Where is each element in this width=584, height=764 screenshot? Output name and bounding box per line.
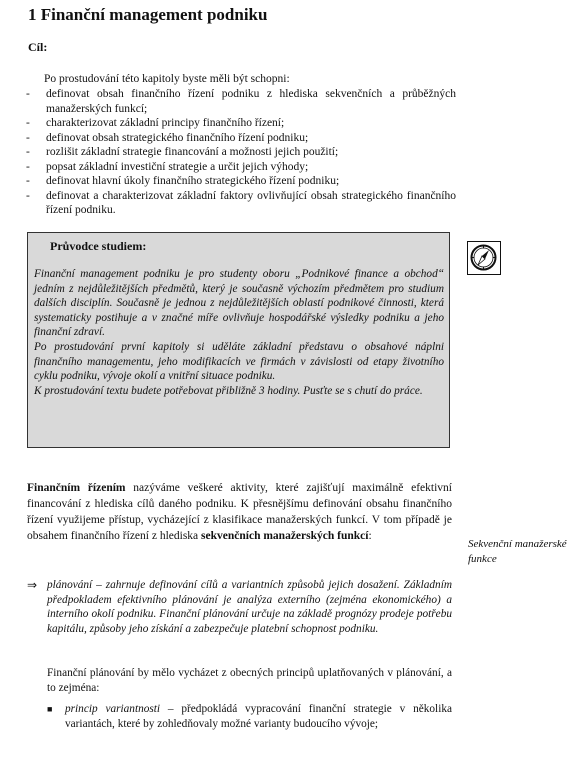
goal-intro: Po prostudování této kapitoly byste měli být schopni: [44,73,290,85]
compass-icon [467,241,501,275]
goal-list [26,87,456,218]
term-sequential-functions: sekvenčních manažerských funkcí [201,530,369,542]
study-guide-paragraph: Finanční management podniku je pro studenty oboru „Podnikové finance a obchod“ jedním z nejdůležitějších předmětů, který je současně výchozím předmětem pro studium dalších disciplín. Současně je jednou z nejdůležitějších oblastí podnikové činnosti, která systematicky postihuje a v značné míře ovlivňuje hospodářské výsledky podniku a jeho finanční zdraví. [34,268,444,339]
goal-item: - definovat obsah finančního řízení podniku z hlediska sekvenčních a průběžných manažerských funkcí; [26,88,456,115]
goal-heading: Cíl: [28,40,48,54]
principle-text: princip variantnosti – předpokládá vypracování finanční strategie v několika variantách, které by zohledňovaly možné varianty budoucího vývoje; [65,703,453,730]
goal-item: - definovat obsah strategického finančního řízení podniku; [26,131,309,144]
study-guide-box [27,232,450,448]
planning-definition: plánování – zahrnuje definování cílů a variantních způsobů jejich dosažení. Základním předpokladem efektivního plánování je analýza externího (zejména ekonomického) a interního okolí podniku. Finanční plánování určuje na základě prognózy prodeje potřebu kapitálu, způsoby jeho získání a zabezpečuje platební schopnost podniku. [47,579,452,635]
goal-item: - charakterizovat základní principy finančního řízení; [26,117,285,129]
goal-item: - rozlišit základní strategie financování a možnosti jejich použití; [26,146,339,158]
study-guide-text [34,267,444,398]
planning-principles-intro: Finanční plánování by mělo vycházet z obecných principů uplatňovaných v plánování, a to zejména: [47,667,452,694]
goal-item: - definovat hlavní úkoly finančního strategického řízení podniku; [26,175,340,187]
chapter-heading: 1 Finanční management podniku [28,5,268,24]
square-bullet-icon: ■ [47,704,53,714]
study-guide-paragraph: K prostudování textu budete potřebovat přibližně 3 hodiny. Pusťte se s chutí do práce. [34,384,423,397]
body-paragraph: Finančním řízením nazýváme veškeré aktivity, které zajišťují maximálně efektivní financování z hlediska cílů daného podniku. K přesnějšímu definování obsahu finančního řízení využijeme přístup, vycházející z klasifikace manažerských funkcí. V tom případě je obsahem finančního řízení z hlediska sekvenčních manažerských funkcí: [27,482,452,542]
goal-item: - definovat a charakterizovat základní faktory ovlivňující obsah strategického finančního řízení podniku. [26,189,456,216]
arrow-right-icon: ⇒ [27,578,38,592]
term-financial-management: Finančním řízením [27,482,126,494]
goal-item: - popsat základní investiční strategie a určit jejich výhody; [26,160,309,173]
side-note: Sekvenční manažerské funkce [468,538,567,565]
study-guide-paragraph: Po prostudování první kapitoly si uděláte základní představu o obsahové náplni finančního managementu, jeho modifikacích ve firmách v závislosti od etapy životního cyklu podniku, vývoje okolí a vnitřní situace podniku. [34,340,444,383]
study-guide-title: Průvodce studiem: [50,239,147,253]
